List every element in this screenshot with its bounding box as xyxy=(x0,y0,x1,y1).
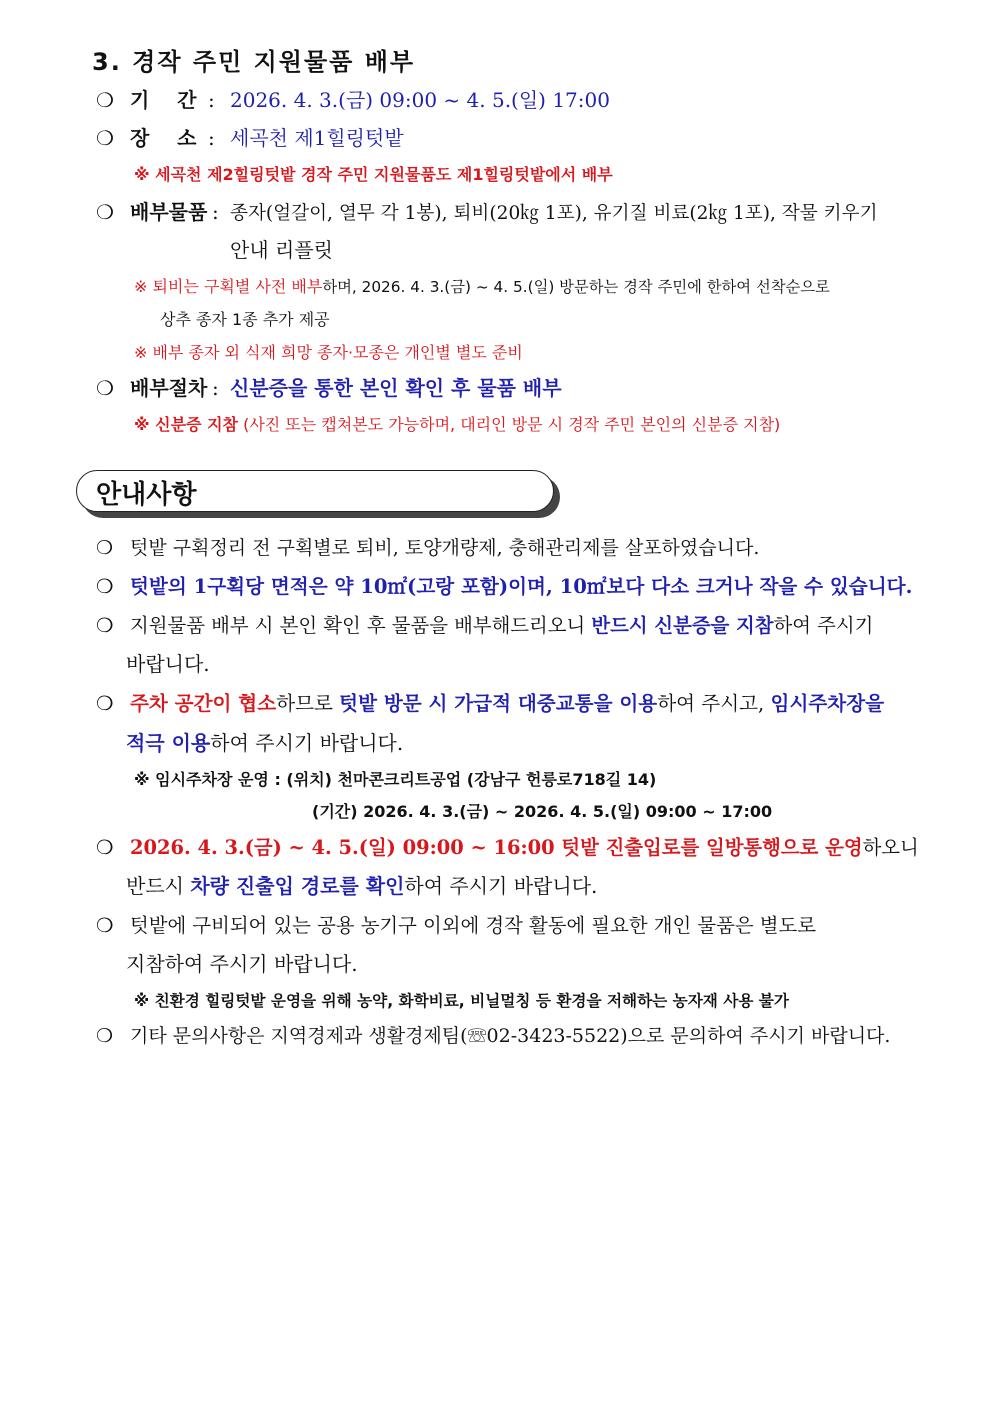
notice-item-5-c: 반드시 xyxy=(126,874,191,898)
notice-item-2-text: 텃밭의 1구획당 면적은 약 10㎡(고랑 포함)이며, 10㎡보다 다소 크거나 작을 수 있습니다. xyxy=(130,575,913,598)
items-note1-rest: 하며, 2026. 4. 3.(금) ~ 4. 5.(일) 방문하는 경작 주민에 한하여 선착순으로 xyxy=(322,278,830,296)
notice-item-4 xyxy=(96,690,884,718)
items-colon: : xyxy=(212,200,219,224)
items-label: 배부물품 xyxy=(130,200,208,224)
notice-item-3-a: 지원물품 배부 시 본인 확인 후 물품을 배부해드리오니 xyxy=(130,614,592,637)
notice-item-2 xyxy=(96,573,912,601)
notice-item-6-line2: 지참하여 주시기 바랍니다. xyxy=(126,952,358,976)
place-label: 장 소 xyxy=(130,126,197,150)
notice-item-6 xyxy=(96,912,816,940)
notice-item-4-b: 하므로 xyxy=(276,692,340,715)
items-note1-red: ※ 퇴비는 구획별 사전 배부 xyxy=(134,277,323,296)
notice-item-1 xyxy=(96,534,759,562)
eco-note: ※ 친환경 힐링텃밭 운영을 위해 농약, 화학비료, 비닐멀칭 등 환경을 저해하는 농자재 사용 불가 xyxy=(134,992,789,1010)
notice-item-1-text: 텃밭 구획정리 전 구획별로 퇴비, 토양개량제, 충해관리제를 살포하였습니다. xyxy=(130,537,760,559)
items-row xyxy=(96,198,878,228)
bullet-icon: ❍ xyxy=(96,1025,114,1047)
items-line1: 종자(얼갈이, 열무 각 1봉), 퇴비(20㎏ 1포), 유기질 비료(2㎏ 1포), 작물 키우기 xyxy=(230,203,878,224)
notice-item-3-c: 하여 주시기 xyxy=(773,614,874,637)
notice-item-5-a: 2026. 4. 3.(금) ~ 4. 5.(일) 09:00 ~ 16:00 텃밭 진출입로를 일방통행으로 운영 xyxy=(130,836,863,859)
notice-item-3 xyxy=(96,612,873,640)
bullet-icon: ❍ xyxy=(96,614,114,637)
section-title: 3. 경작 주민 지원물품 배부 xyxy=(92,48,416,76)
bullet-icon: ❍ xyxy=(96,575,114,598)
bullet-icon: ❍ xyxy=(96,200,114,224)
notice-title: 안내사항 xyxy=(96,480,197,510)
bullet-icon: ❍ xyxy=(96,88,114,112)
bullet-icon: ❍ xyxy=(96,376,114,400)
items-note2: ※ 배부 종자 외 식재 희망 종자·모종은 개인별 별도 준비 xyxy=(134,343,523,362)
notice-item-7-text: 기타 문의사항은 지역경제과 생활경제팀(☏02-3423-5522)으로 문의하여 주시기 바랍니다. xyxy=(130,1025,891,1047)
procedure-row xyxy=(96,374,562,402)
period-label: 기 간 xyxy=(130,88,197,112)
notice-item-4-d: 하여 주시고, xyxy=(657,692,771,715)
bullet-icon: ❍ xyxy=(96,126,114,150)
procedure-label: 배부절차 xyxy=(130,376,208,400)
items-note1 xyxy=(134,275,830,299)
procedure-colon: : xyxy=(212,376,219,400)
notice-item-7 xyxy=(96,1022,890,1050)
items-line2: 안내 리플릿 xyxy=(230,238,333,262)
place-colon: : xyxy=(208,126,215,150)
notice-item-5-d: 차량 진출입 경로를 확인 xyxy=(190,874,405,898)
notice-item-4-c: 텃밭 방문 시 가급적 대중교통을 이용 xyxy=(339,692,658,715)
period-row xyxy=(96,86,610,114)
period-colon: : xyxy=(208,88,215,112)
place-note: ※ 세곡천 제2힐링텃밭 경작 주민 지원물품도 제1힐링텃밭에서 배부 xyxy=(134,165,613,184)
procedure-value: 신분증을 통한 본인 확인 후 물품 배부 xyxy=(230,376,562,400)
procedure-note xyxy=(134,413,780,437)
bullet-icon: ❍ xyxy=(96,914,114,937)
bullet-icon: ❍ xyxy=(96,692,114,715)
procedure-note-rest: (사진 또는 캡쳐본도 가능하며, 대리인 방문 시 경작 주민 본인의 신분증 지참) xyxy=(237,415,781,434)
notice-item-5-e: 하여 주시기 바랍니다. xyxy=(404,874,598,898)
procedure-note-bold: ※ 신분증 지참 xyxy=(134,415,238,434)
notice-item-4-e: 임시주차장을 xyxy=(770,692,885,715)
notice-item-6-line1: 텃밭에 구비되어 있는 공용 농기구 이외에 경작 활동에 필요한 개인 물품은 별도로 xyxy=(130,914,816,937)
notice-item-4-line2 xyxy=(126,729,403,757)
notice-item-3-line2: 바랍니다. xyxy=(126,652,210,676)
place-row xyxy=(96,124,404,152)
notice-item-4-a: 주차 공간이 협소 xyxy=(130,692,277,715)
notice-item-4-f: 적극 이용 xyxy=(126,731,211,755)
period-value: 2026. 4. 3.(금) 09:00 ~ 4. 5.(일) 17:00 xyxy=(230,88,610,112)
notice-item-3-b: 반드시 신분증을 지참 xyxy=(591,614,774,637)
bullet-icon: ❍ xyxy=(96,836,114,859)
notice-item-5-line2 xyxy=(126,872,597,900)
items-note1-line2: 상추 종자 1종 추가 제공 xyxy=(160,310,330,329)
place-value: 세곡천 제1힐링텃밭 xyxy=(230,126,404,150)
parking-line-1: ※ 임시주차장 운영 : (위치) 천마콘크리트공업 (강남구 헌릉로718길 14) xyxy=(134,770,657,789)
notice-item-5 xyxy=(96,834,919,862)
bullet-icon: ❍ xyxy=(96,537,114,559)
notice-item-4-g: 하여 주시기 바랍니다. xyxy=(210,731,404,755)
parking-line-2: (기간) 2026. 4. 3.(금) ~ 2026. 4. 5.(일) 09:00 ~ 17:00 xyxy=(312,802,773,821)
notice-item-5-b: 하오니 xyxy=(862,836,919,859)
